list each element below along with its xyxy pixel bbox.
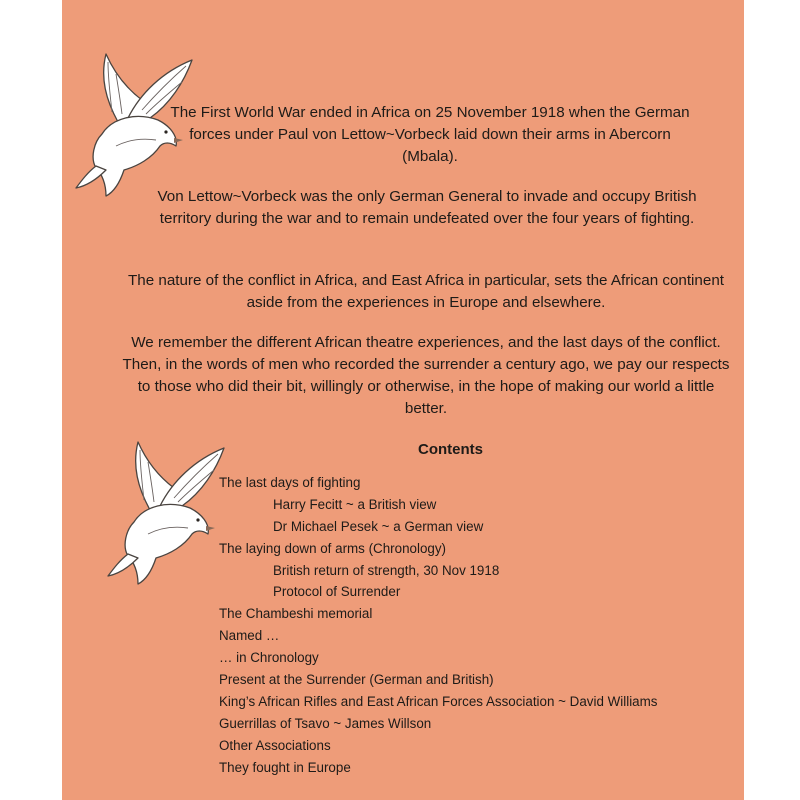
contents-item: Present at the Surrender (German and British) (219, 672, 494, 688)
contents-item: Dr Michael Pesek ~ a German view (273, 518, 484, 534)
intro-paragraph: We remember the different African theatre experiences, and the last days of the conflict. Then, in the words of men who recorded the surrender a century ago, we pay our respects to those who did their bit, willingly or otherwise, in the hope of making our world a little better. (122, 334, 730, 417)
intro-paragraph: The nature of the conflict in Africa, and East Africa in particular, sets the African continent aside from the experiences in Europe and elsewhere. (127, 272, 724, 311)
contents-item: Harry Fecitt ~ a British view (273, 496, 437, 512)
intro-paragraph: The First World War ended in Africa on 25 November 1918 when the German forces under Paul von Lettow~Vorbeck laid down their arms in Abercorn (Mbala). (170, 104, 690, 165)
contents-item: Protocol of Surrender (273, 584, 401, 600)
dove-illustration (98, 430, 230, 590)
document-page (62, 0, 744, 800)
contents-item: … in Chronology (219, 650, 319, 666)
contents-item: King’s African Rifles and East African Forces Association ~ David Williams (219, 693, 658, 709)
contents-item: Guerrillas of Tsavo ~ James Willson (219, 715, 432, 731)
contents-item: Other Associations (219, 737, 331, 753)
contents-list (219, 472, 657, 778)
contents-item: The last days of fighting (219, 475, 361, 490)
contents-item: The laying down of arms (Chronology) (219, 540, 447, 556)
intro-paragraph: Von Lettow~Vorbeck was the only German General to invade and occupy British territory during the war and to remain undefeated over the four years of fighting. (157, 188, 697, 227)
contents-item: British return of strength, 30 Nov 1918 (273, 562, 500, 578)
contents-item: Named … (219, 628, 280, 644)
contents-item: They fought in Europe (219, 759, 351, 775)
contents-item: The Chambeshi memorial (219, 606, 373, 622)
contents-heading: Contents (418, 441, 483, 458)
